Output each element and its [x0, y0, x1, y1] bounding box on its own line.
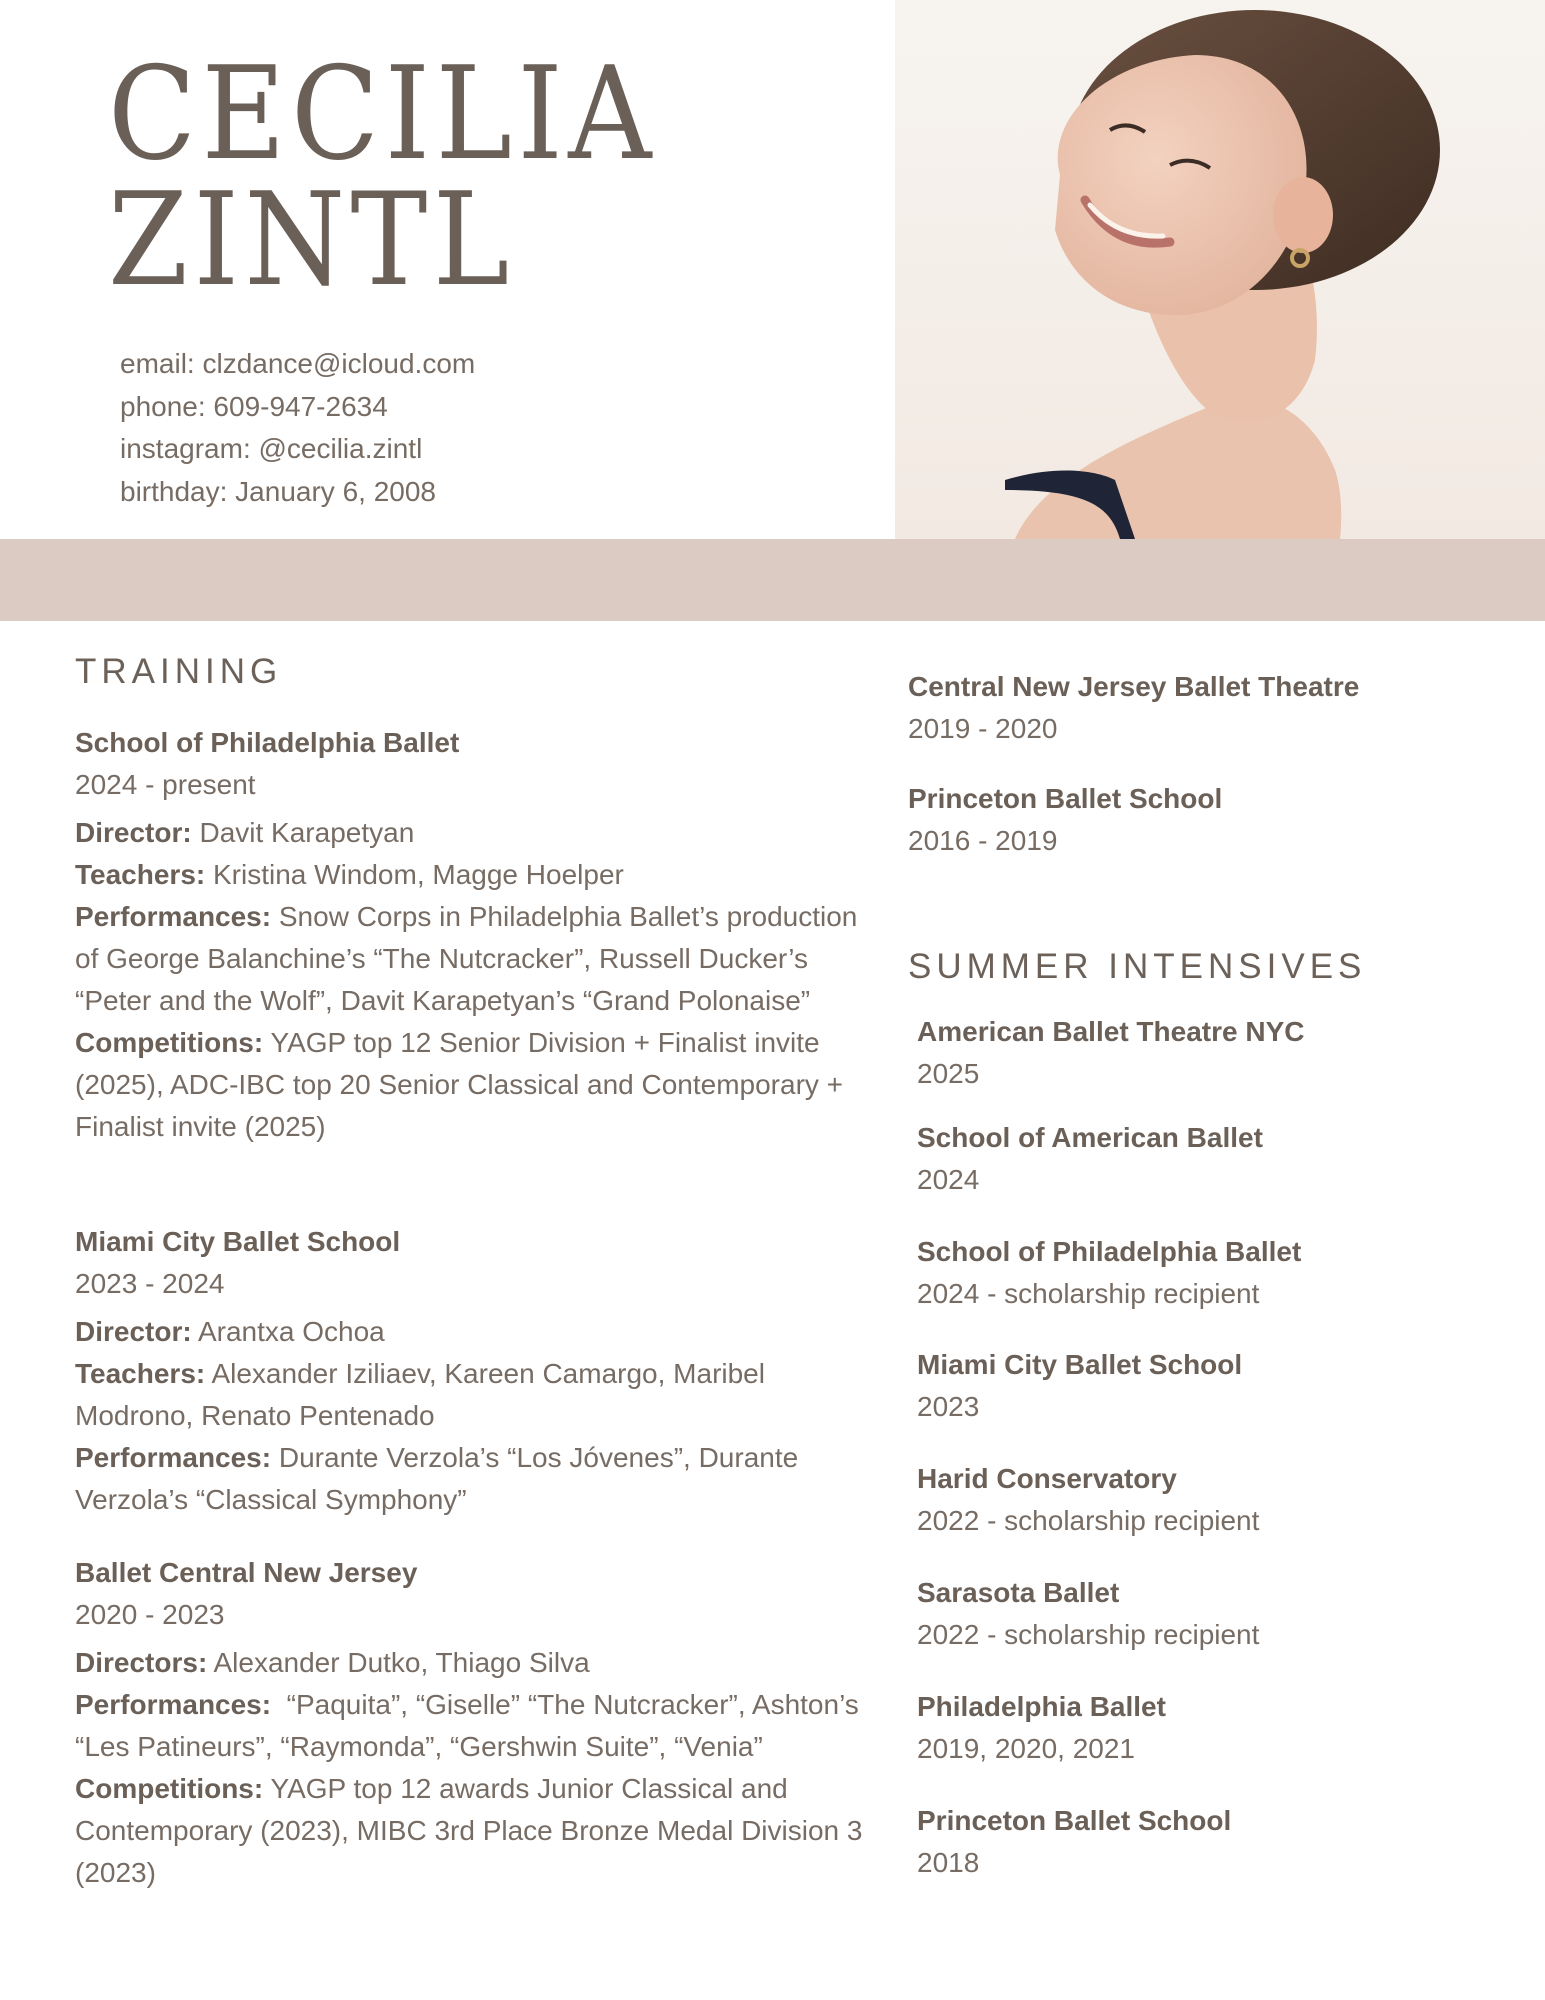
training-details [75, 812, 875, 1148]
intensive-org: School of Philadelphia Ballet [917, 1236, 1302, 1267]
training-entry [75, 722, 875, 1148]
first-name: CECILIA [108, 40, 657, 189]
intensive-years: 2018 [917, 1847, 980, 1878]
summer-intensives-title: SUMMER INTENSIVES [908, 947, 1367, 986]
headshot-photo [895, 0, 1545, 539]
intensive-entry [917, 1686, 1517, 1770]
intensive-years: 2022 - scholarship recipient [917, 1505, 1260, 1536]
training-org: Ballet Central New Jersey [75, 1557, 418, 1588]
intensive-org: Princeton Ballet School [917, 1805, 1232, 1836]
detail-competitions: Competitions: YAGP top 12 Senior Division + Finalist invite (2025), ADC-IBC top 20 Senior Classical and Contemporary + Finalist invite (2025) [75, 1027, 844, 1142]
training-years: 2024 - present [75, 769, 256, 800]
training-org: Princeton Ballet School [908, 783, 1223, 814]
training-entry [908, 666, 1508, 750]
detail-competitions: Competitions: YAGP top 12 awards Junior Classical and Contemporary (2023), MIBC 3rd Place Bronze Medal Division 3 (2023) [75, 1773, 863, 1888]
detail-performances: Performances: “Paquita”, “Giselle” “The Nutcracker”, Ashton’s “Les Patineurs”, “Raymonda”, “Gershwin Suite”, “Venia” [75, 1689, 867, 1762]
detail-director: Director: Arantxa Ochoa [75, 1316, 385, 1347]
contact-phone: phone: 609-947-2634 [120, 390, 388, 422]
headshot-illustration [895, 0, 1545, 539]
training-years: 2023 - 2024 [75, 1268, 225, 1299]
detail-performances: Performances: Durante Verzola’s “Los Jóvenes”, Durante Verzola’s “Classical Symphony” [75, 1442, 799, 1515]
intensive-org: American Ballet Theatre NYC [917, 1016, 1305, 1047]
training-years: 2020 - 2023 [75, 1599, 225, 1630]
intensive-years: 2024 - scholarship recipient [917, 1278, 1260, 1309]
intensive-entry [917, 1458, 1517, 1542]
intensive-org: School of American Ballet [917, 1122, 1263, 1153]
training-org: School of Philadelphia Ballet [75, 727, 460, 758]
training-details [75, 1311, 875, 1521]
training-entry [75, 1552, 875, 1894]
intensive-org: Miami City Ballet School [917, 1349, 1243, 1380]
intensive-years: 2019, 2020, 2021 [917, 1733, 1135, 1764]
intensive-entry [917, 1117, 1517, 1201]
intensive-entry [917, 1011, 1517, 1095]
detail-director: Director: Davit Karapetyan [75, 817, 415, 848]
intensive-entry [917, 1344, 1517, 1428]
training-org: Central New Jersey Ballet Theatre [908, 671, 1360, 702]
training-title: TRAINING [75, 652, 283, 691]
detail-teachers: Teachers: Kristina Windom, Magge Hoelper [75, 859, 624, 890]
intensive-org: Harid Conservatory [917, 1463, 1177, 1494]
detail-performances: Performances: Snow Corps in Philadelphia Ballet’s production of George Balanchine’s “The Nutcracker”, Russell Ducker’s “Peter and the Wolf”, Davit Karapetyan’s “Grand Polonaise” [75, 901, 858, 1016]
training-org: Miami City Ballet School [75, 1226, 401, 1257]
intensive-org: Sarasota Ballet [917, 1577, 1120, 1608]
training-details [75, 1642, 875, 1894]
contact-instagram: instagram: @cecilia.zintl [120, 433, 423, 464]
intensive-entry [917, 1231, 1517, 1315]
intensive-entry [917, 1572, 1517, 1656]
intensive-years: 2025 [917, 1058, 980, 1089]
detail-directors: Directors: Alexander Dutko, Thiago Silva [75, 1647, 590, 1678]
intensive-org: Philadelphia Ballet [917, 1691, 1166, 1722]
intensive-entry [917, 1800, 1517, 1884]
detail-teachers: Teachers: Alexander Iziliaev, Kareen Camargo, Maribel Modrono, Renato Pentenado [75, 1358, 765, 1431]
training-years: 2016 - 2019 [908, 825, 1058, 856]
training-years: 2019 - 2020 [908, 713, 1058, 744]
intensive-years: 2024 [917, 1164, 980, 1195]
training-entry [908, 778, 1508, 862]
header-band [0, 539, 1545, 621]
contact-birthday: birthday: January 6, 2008 [120, 475, 436, 507]
contact-email: email: clzdance@icloud.com [120, 348, 476, 379]
intensive-years: 2022 - scholarship recipient [917, 1619, 1260, 1650]
training-entry [75, 1221, 875, 1521]
last-name: ZINTL [108, 166, 515, 315]
dancer-name [108, 40, 657, 315]
intensive-years: 2023 [917, 1391, 980, 1422]
contact-info [120, 343, 475, 513]
